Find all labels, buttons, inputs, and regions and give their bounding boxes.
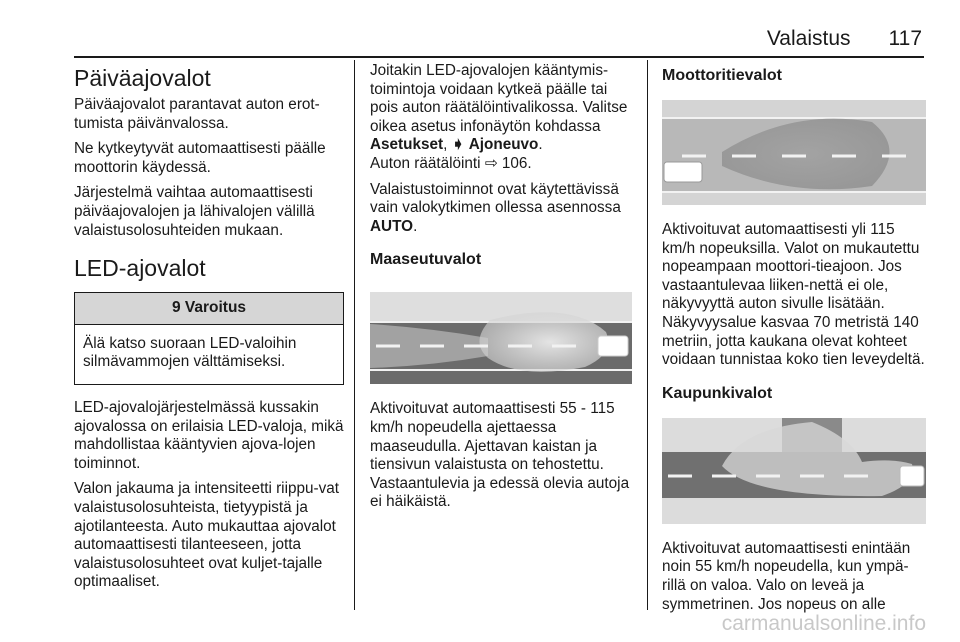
reference-arrow-icon: ⇨	[484, 154, 498, 172]
paragraph: Joitakin LED-ajovalojen kääntymis-toimintoja voidaan kytkeä päälle tai pois auton räätälöintivalikossa. Valitse oikea asetus infonäytön kohdassa Asetukset, ➧ Ajoneuvo. Auton räätälöinti ⇨ 106.	[370, 62, 628, 172]
heading-motorway-lights: Moottoritievalot	[662, 67, 782, 84]
heading-daytime-lights: Päiväajovalot	[74, 65, 211, 91]
warning-header	[75, 293, 343, 325]
paragraph: Aktivoituvat automaattisesti 55 - 115 km/h nopeudella ajettaessa maaseudulla. Ajettavan kaistan ja tiensivun valaistusta on tehostettu. Vastaantulevia ja edessä olevia autoja ei häikäistä.	[370, 400, 630, 511]
paragraph: Järjestelmä vaihtaa automaattisesti päiväajovalojen ja lähivalojen välillä valaistusolosuhteiden mukaan.	[74, 184, 315, 239]
warning-text: Älä katso suoraan LED-valoihin silmävammojen välttämiseksi.	[83, 334, 297, 371]
country-light-illustration	[370, 292, 632, 384]
heading-country-lights: Maaseutuvalot	[370, 251, 482, 269]
warning-icon: 9	[171, 299, 181, 317]
text: Auton räätälöinti	[370, 154, 481, 172]
paragraph: Ne kytkeytyvät automaattisesti päälle moottorin käydessä.	[74, 140, 326, 176]
menu-arrow-icon: ➧	[451, 136, 465, 154]
header-rule	[74, 56, 924, 58]
column-2	[370, 62, 634, 519]
keyword-auto: AUTO	[370, 217, 414, 235]
text: Valaistustoiminnot ovat käytettävissä vain valokytkimen ollessa asennossa	[370, 180, 621, 217]
text: .	[538, 136, 543, 154]
paragraph: Aktivoituvat automaattisesti enintään noin 55 km/h nopeudella, kun ympä-rillä on valoa. Valo on leveä ja symmetrinen. Jos nopeus on alle	[662, 539, 911, 613]
section-title: Valaistus	[766, 27, 851, 50]
motorway-light-illustration	[662, 100, 926, 205]
text: Joitakin LED-ajovalojen kääntymis-toimintoja voidaan kytkeä päälle tai pois auton räätälöintivalikossa. Valitse oikea asetus infonäytön kohdassa	[370, 62, 628, 135]
keyword-vehicle: Ajoneuvo	[468, 136, 539, 154]
keyword-settings: Asetukset	[370, 136, 444, 154]
text: .	[413, 217, 418, 235]
paragraph	[370, 181, 634, 237]
paragraph: Aktivoituvat automaattisesti yli 115 km/h nopeuksilla. Valot on mukautettu nopeampaan moottori-tieajoon. Jos vastaantulevaa liiken-nettä ei ole, näkyvyyttä auton sivulle lisätään. Näkyvyysalue kasvaa 70 metristä 140 metriin, jotta kaukana olevat kohteet voidaan tunnistaa koko tien leveydeltä.	[662, 221, 925, 369]
warning-box	[74, 292, 344, 385]
running-header	[767, 27, 922, 51]
watermark: carmanualsonline.info	[721, 612, 926, 635]
heading-city-lights: Kaupunkivalot	[662, 384, 773, 402]
paragraph: LED-ajovalojärjestelmässä kussakin ajovalossa on erilaisia LED-valoja, mikä mahdollistaa kääntyvien ajova-lojen toiminnot.	[74, 398, 344, 472]
heading-led-headlights: LED-ajovalot	[74, 255, 206, 282]
page-reference: 106.	[501, 154, 532, 172]
paragraph: Päiväajovalot parantavat auton erot-tumista päivänvalossa.	[74, 96, 320, 132]
page-number: 117	[888, 27, 922, 50]
column-divider-2	[647, 60, 648, 610]
warning-title: Varoitus	[184, 299, 247, 317]
column-divider-1	[354, 60, 355, 610]
city-light-illustration	[662, 418, 926, 524]
paragraph: Valon jakauma ja intensiteetti riippu-vat valaistusolosuhteista, tietyypistä ja ajotilanteesta. Auto mukauttaa ajovalot automaattisesti tilanteeseen, jotta valaistusolosuhteet ovat kuljet-tajalle optimaaliset.	[74, 480, 340, 591]
column-1	[74, 62, 344, 599]
column-3	[662, 62, 928, 621]
